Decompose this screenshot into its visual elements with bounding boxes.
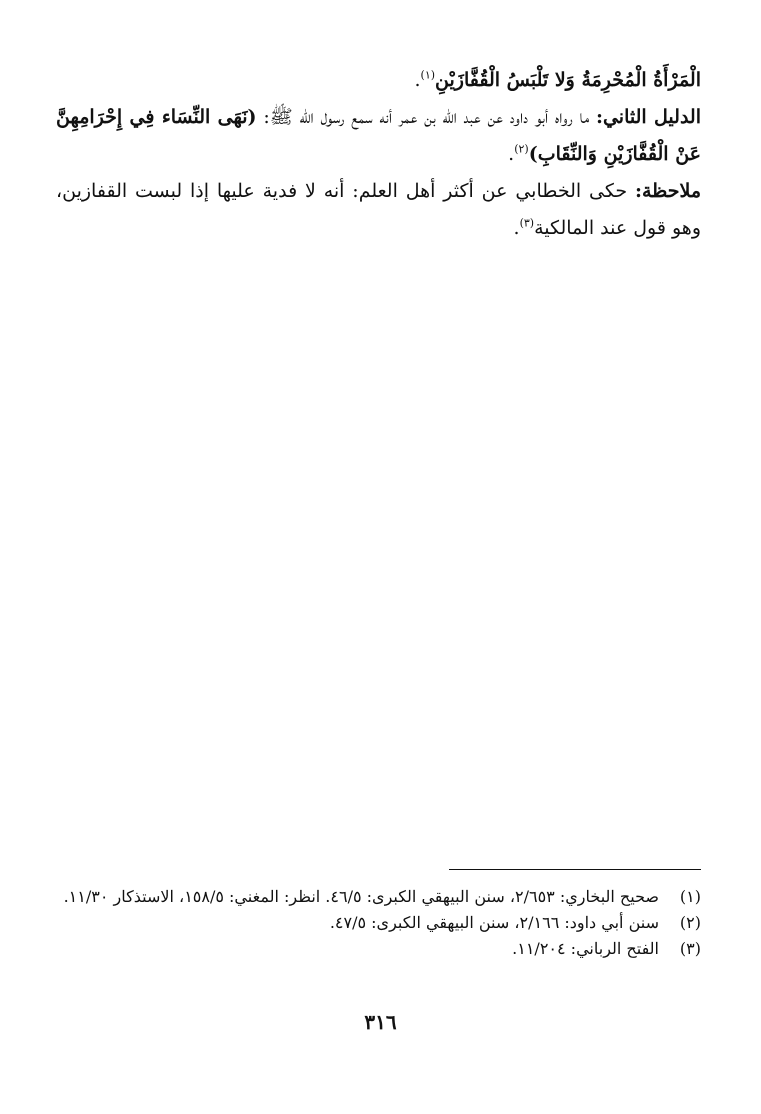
second-evidence-text: ما رواه أبو داود عن عبد الله بن عمر أنه سمع رسول الله ﷺ:	[256, 106, 596, 128]
footnote-number: (٣)	[679, 939, 701, 958]
second-evidence-label: الدليل الثاني:	[595, 106, 701, 128]
footnotes	[61, 884, 701, 962]
paragraph-hadith-continuation	[56, 62, 701, 99]
footnote-item	[61, 884, 701, 910]
footnote-item	[61, 936, 701, 962]
note-label: ملاحظة:	[634, 180, 701, 202]
paragraph-second-evidence	[56, 99, 701, 173]
footnote-number: (١)	[679, 887, 701, 906]
hadith-quote: الْمَرْأَةُ الْمُحْرِمَةُ وَلا تَلْبَسُ الْقُفَّازَيْنِ	[435, 69, 701, 91]
footnote-text: سنن أبي داود: ٢/١٦٦، سنن البيهقي الكبرى: ٤٧/٥.	[329, 913, 659, 932]
note-text: حكى الخطابي عن أكثر أهل العلم: أنه لا فدية عليها إذا لبست القفازين، وهو قول عند المالكية	[56, 180, 701, 239]
footnote-item	[61, 910, 701, 936]
sentence-end: .	[508, 143, 515, 165]
paragraph-note	[56, 173, 701, 247]
footnote-text: الفتح الرباني: ١١/٢٠٤.	[512, 939, 659, 958]
footnote-ref-1: (١)	[420, 68, 436, 82]
footnote-divider	[449, 869, 701, 870]
sentence-end: .	[513, 217, 520, 239]
footnote-text: صحيح البخاري: ٢/٦٥٣، سنن البيهقي الكبرى: ٤٦/٥. انظر: المغني: ١٥٨/٥، الاستذكار ١١/٣٠.	[63, 887, 659, 906]
page-number: ٣١٦	[364, 1010, 397, 1034]
footnote-ref-3: (٣)	[519, 216, 535, 230]
sentence-end: .	[414, 69, 421, 91]
footnote-ref-2: (٢)	[514, 142, 529, 156]
main-text	[56, 62, 701, 247]
hadith-quote-2: (نَهَى النِّسَاء فِي إِحْرَامِهِنَّ عَنْ الْقُفَّازَيْنِ وَالنِّقَابِ)	[56, 106, 701, 165]
footnote-number: (٢)	[679, 913, 701, 932]
